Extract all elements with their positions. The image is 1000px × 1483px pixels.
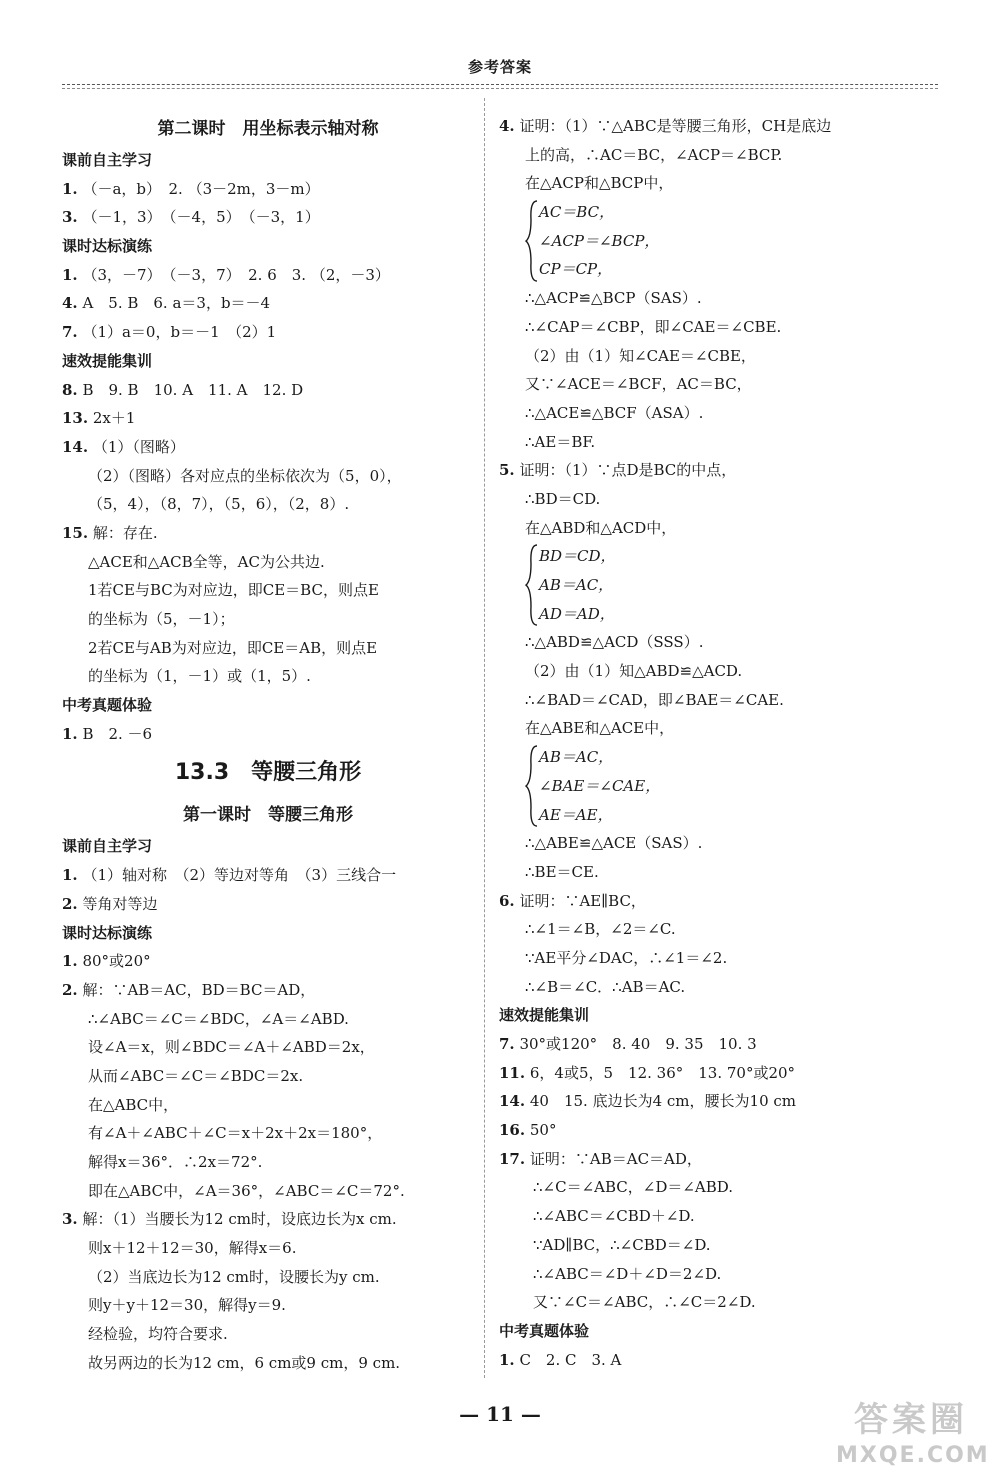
answer-item: [499, 1087, 939, 1116]
item-text: 解：存在.: [88, 523, 158, 542]
answer-item: [499, 1030, 939, 1059]
item-number: 2.: [62, 980, 78, 999]
answer-item: [499, 1059, 939, 1088]
answer-continuation: 2若CE与AB为对应边，即CE＝AB，则点E: [88, 638, 378, 657]
answer-item: [499, 112, 939, 141]
lesson-title: 第一课时 等腰三角形: [183, 805, 353, 826]
left-column: [62, 112, 474, 1378]
column-divider: [484, 98, 485, 1378]
item-number: 4.: [62, 294, 78, 313]
item-number: 7.: [62, 323, 78, 342]
brace-system: [499, 198, 939, 284]
answer-continuation: 的坐标为（5，－1）；: [88, 610, 235, 628]
brace-condition: ∠ACP＝∠BCP，: [539, 231, 660, 250]
answer-continuation: ∴△ABD≌△ACD（SSS）.: [525, 633, 704, 652]
item-text: （1）轴对称 （2）等边对等角 （3）三线合一: [77, 866, 397, 885]
item-text: B 9. B 10. A 11. A 12. D: [77, 380, 304, 399]
answer-continuation: 在△ACP和△BCP中，: [525, 174, 674, 193]
answer-item: [62, 976, 474, 1005]
item-number: 2.: [62, 894, 78, 913]
answer-continuation: 解得x＝36°．∴2x＝72°.: [88, 1153, 263, 1171]
answer-item: [62, 404, 474, 433]
answer-continuation: 经检验，均符合要求.: [88, 1325, 228, 1344]
item-text: 证明：（1）∵△ABC是等腰三角形，CH是底边: [514, 117, 832, 135]
item-number: 3.: [62, 208, 78, 227]
item-number: 14.: [499, 1092, 526, 1111]
brace-condition: AB＝AC，: [539, 576, 614, 594]
answer-continuation: （2）当底边长为12 cm时，设腰长为y cm.: [88, 1267, 380, 1286]
item-text: （1）a＝0，b＝－1 （2）1: [77, 323, 277, 342]
section-heading: 课时达标演练: [62, 923, 153, 942]
answer-item: [499, 1145, 939, 1174]
item-text: 6，4或5，5 12. 36° 13. 70°或20°: [525, 1063, 796, 1082]
answer-item: [499, 1346, 939, 1375]
answer-continuation: ∴∠ABC＝∠D＋∠D＝2∠D.: [533, 1264, 722, 1283]
item-number: 8.: [62, 380, 78, 399]
answer-continuation: ∴∠C＝∠ABC，∠D＝∠ABD.: [533, 1178, 734, 1197]
answer-continuation: 设∠A＝x，则∠BDC＝∠A＋∠ABD＝2x，: [88, 1038, 375, 1057]
item-number: 7.: [499, 1035, 515, 1053]
brace-condition: AE＝AE，: [539, 805, 613, 824]
answer-item: [62, 318, 474, 347]
answer-continuation: ∴△ACP≌△BCP（SAS）.: [525, 289, 702, 308]
answer-item: [62, 261, 474, 290]
page-header: 参考答案: [467, 58, 532, 76]
answer-continuation: ∴BD＝CD.: [525, 489, 601, 508]
item-number: 1.: [62, 179, 78, 198]
item-number: 3.: [62, 1210, 78, 1229]
answer-item: [62, 947, 474, 976]
answer-continuation: 在△ABD和△ACD中，: [525, 518, 677, 537]
answer-continuation: 上的高，∴AC＝BC，∠ACP＝∠BCP.: [525, 145, 783, 164]
item-text: 2x＋1: [88, 409, 136, 428]
item-number: 6.: [499, 891, 515, 910]
answer-continuation: （5，4），（8，7），（5，6），（2，8）.: [88, 495, 350, 514]
watermark-logo: [836, 1397, 990, 1477]
answer-continuation: 1若CE与BC为对应边，即CE＝BC，则点E: [88, 581, 379, 600]
answer-continuation: ∴∠1＝∠B，∠2＝∠C.: [525, 920, 676, 939]
answer-item: [62, 519, 474, 548]
left-brace-icon: [525, 542, 539, 628]
watermark-text: 答案圈: [854, 1400, 968, 1440]
item-text: B 2. －6: [77, 724, 153, 743]
right-column: [499, 112, 939, 1374]
answer-item: [62, 376, 474, 405]
answer-item: [499, 456, 939, 485]
page-number: — 11 —: [459, 1402, 541, 1426]
item-number: 14.: [62, 437, 89, 456]
answer-continuation: 在△ABE和△ACE中，: [525, 719, 675, 738]
item-text: 40 15. 底边长为4 cm，腰长为10 cm: [525, 1092, 797, 1111]
item-text: 证明：∵AE∥BC，: [514, 891, 646, 910]
brace-condition: ∠BAE＝∠CAE，: [539, 776, 661, 795]
answer-continuation: ∴∠BAD＝∠CAD，即∠BAE＝∠CAE.: [525, 690, 784, 709]
answer-continuation: ∴AE＝BF.: [525, 432, 596, 451]
item-number: 1.: [62, 952, 78, 971]
answer-item: [499, 1116, 939, 1145]
item-text: （－1，3） （－4，5） （－3，1）: [77, 208, 320, 227]
answer-continuation: 有∠A＋∠ABC＋∠C＝x＋2x＋2x＝180°，: [88, 1124, 383, 1143]
answer-continuation: ∴∠CAP＝∠CBP，即∠CAE＝∠CBE.: [525, 317, 782, 336]
item-text: （3，－7） （－3，7） 2. 6 3. （2，－3）: [77, 265, 390, 284]
section-heading: 速效提能集训: [62, 351, 153, 370]
answer-continuation: 的坐标为（1，－1）或（1，5）.: [88, 667, 311, 686]
left-brace-icon: [525, 743, 539, 829]
watermark-url: MXQE.COM: [836, 1443, 990, 1468]
item-number: 1.: [62, 866, 78, 885]
answer-continuation: ∴△ABE≌△ACE（SAS）.: [525, 834, 703, 853]
answer-continuation: 则y＋y＋12＝30，解得y＝9.: [88, 1296, 286, 1315]
brace-condition: AD＝AD，: [539, 604, 615, 623]
answer-continuation: 从而∠ABC＝∠C＝∠BDC＝2x.: [88, 1066, 304, 1085]
item-number: 1.: [62, 265, 78, 284]
brace-condition: BD＝CD，: [539, 547, 616, 566]
section-heading: 课前自主学习: [62, 837, 153, 856]
section-heading: 课前自主学习: [62, 151, 153, 169]
section-heading: 速效提能集训: [499, 1006, 590, 1025]
answer-continuation: 故另两边的长为12 cm，6 cm或9 cm，9 cm.: [88, 1353, 401, 1372]
answer-continuation: 又∵∠C＝∠ABC，∴∠C＝2∠D.: [533, 1293, 756, 1312]
answer-item: [62, 720, 474, 749]
item-text: （－a，b） 2. （3－2m，3－m）: [77, 179, 320, 198]
answer-item: [499, 887, 939, 916]
answer-continuation: 又∵∠ACE＝∠BCF，AC＝BC，: [525, 375, 752, 394]
header-divider: [62, 84, 938, 85]
left-brace-icon: [525, 198, 539, 284]
answer-item: [62, 861, 474, 890]
section-heading: 课时达标演练: [62, 237, 153, 256]
answer-continuation: ∴∠ABC＝∠CBD＋∠D.: [533, 1207, 695, 1226]
brace-system: [499, 743, 939, 829]
answer-continuation: △ACE和△ACB全等，AC为公共边.: [88, 552, 325, 571]
item-number: 15.: [62, 523, 89, 542]
header-divider-secondary: [62, 88, 938, 89]
answer-item: [62, 175, 474, 204]
item-number: 4.: [499, 117, 515, 135]
item-text: 等角对等边: [77, 894, 158, 913]
answer-continuation: 则x＋12＋12＝30，解得x＝6.: [88, 1239, 297, 1258]
brace-condition: CP＝CP，: [539, 260, 613, 279]
item-number: 1.: [499, 1350, 515, 1369]
section-heading: 中考真题体验: [62, 696, 153, 715]
item-text: 30°或120° 8. 40 9. 35 10. 3: [514, 1035, 757, 1053]
answer-continuation: ∴∠ABC＝∠C＝∠BDC，∠A＝∠ABD.: [88, 1009, 349, 1028]
item-text: A 5. B 6. a＝3，b＝－4: [77, 294, 271, 313]
answer-continuation: ∴∠B＝∠C．∴AB＝AC.: [525, 977, 686, 996]
item-number: 1.: [62, 724, 78, 743]
item-number: 13.: [62, 409, 89, 428]
item-number: 16.: [499, 1121, 526, 1140]
answer-item: [62, 433, 474, 462]
section-heading: 中考真题体验: [499, 1321, 590, 1340]
chapter-title: 13.3 等腰三角形: [174, 760, 362, 786]
item-text: 50°: [525, 1121, 557, 1140]
item-text: 80°或20°: [77, 952, 151, 971]
answer-item: [62, 1205, 474, 1234]
item-text: 解：∵AB＝AC，BD＝BC＝AD，: [77, 980, 316, 999]
brace-condition: AB＝AC，: [539, 748, 614, 767]
item-text: 证明：（1）∵点D是BC的中点，: [514, 461, 737, 480]
answer-continuation: （2）由（1）知∠CAE＝∠CBE，: [525, 346, 756, 365]
answer-continuation: 即在△ABC中，∠A＝36°，∠ABC＝∠C＝72°.: [88, 1181, 405, 1200]
lesson-title: 第二课时 用坐标表示轴对称: [157, 119, 379, 139]
brace-system: [499, 542, 939, 628]
item-text: 证明：∵AB＝AC＝AD，: [525, 1149, 702, 1168]
answer-item: [62, 289, 474, 318]
answer-continuation: ∴BE＝CE.: [525, 862, 599, 881]
answer-continuation: ∵AE平分∠DAC，∴∠1＝∠2.: [525, 948, 728, 967]
item-number: 11.: [499, 1063, 526, 1082]
answer-continuation: ∵AD∥BC，∴∠CBD＝∠D.: [533, 1235, 711, 1254]
item-number: 17.: [499, 1149, 526, 1168]
answer-continuation: ∴△ACE≌△BCF（ASA）.: [525, 403, 704, 422]
item-number: 5.: [499, 461, 515, 480]
answer-item: [62, 203, 474, 232]
item-text: C 2. C 3. A: [514, 1350, 622, 1369]
answer-item: [62, 890, 474, 919]
item-text: （1）（图略）: [88, 437, 185, 456]
answer-continuation: （2）由（1）知△ABD≌△ACD.: [525, 662, 743, 681]
answer-continuation: 在△ABC中，: [88, 1095, 179, 1114]
answer-continuation: （2）（图略）各对应点的坐标依次为（5，0），: [88, 466, 402, 485]
item-text: 解：（1）当腰长为12 cm时，设底边长为x cm.: [77, 1210, 397, 1229]
brace-condition: AC＝BC，: [539, 203, 615, 222]
